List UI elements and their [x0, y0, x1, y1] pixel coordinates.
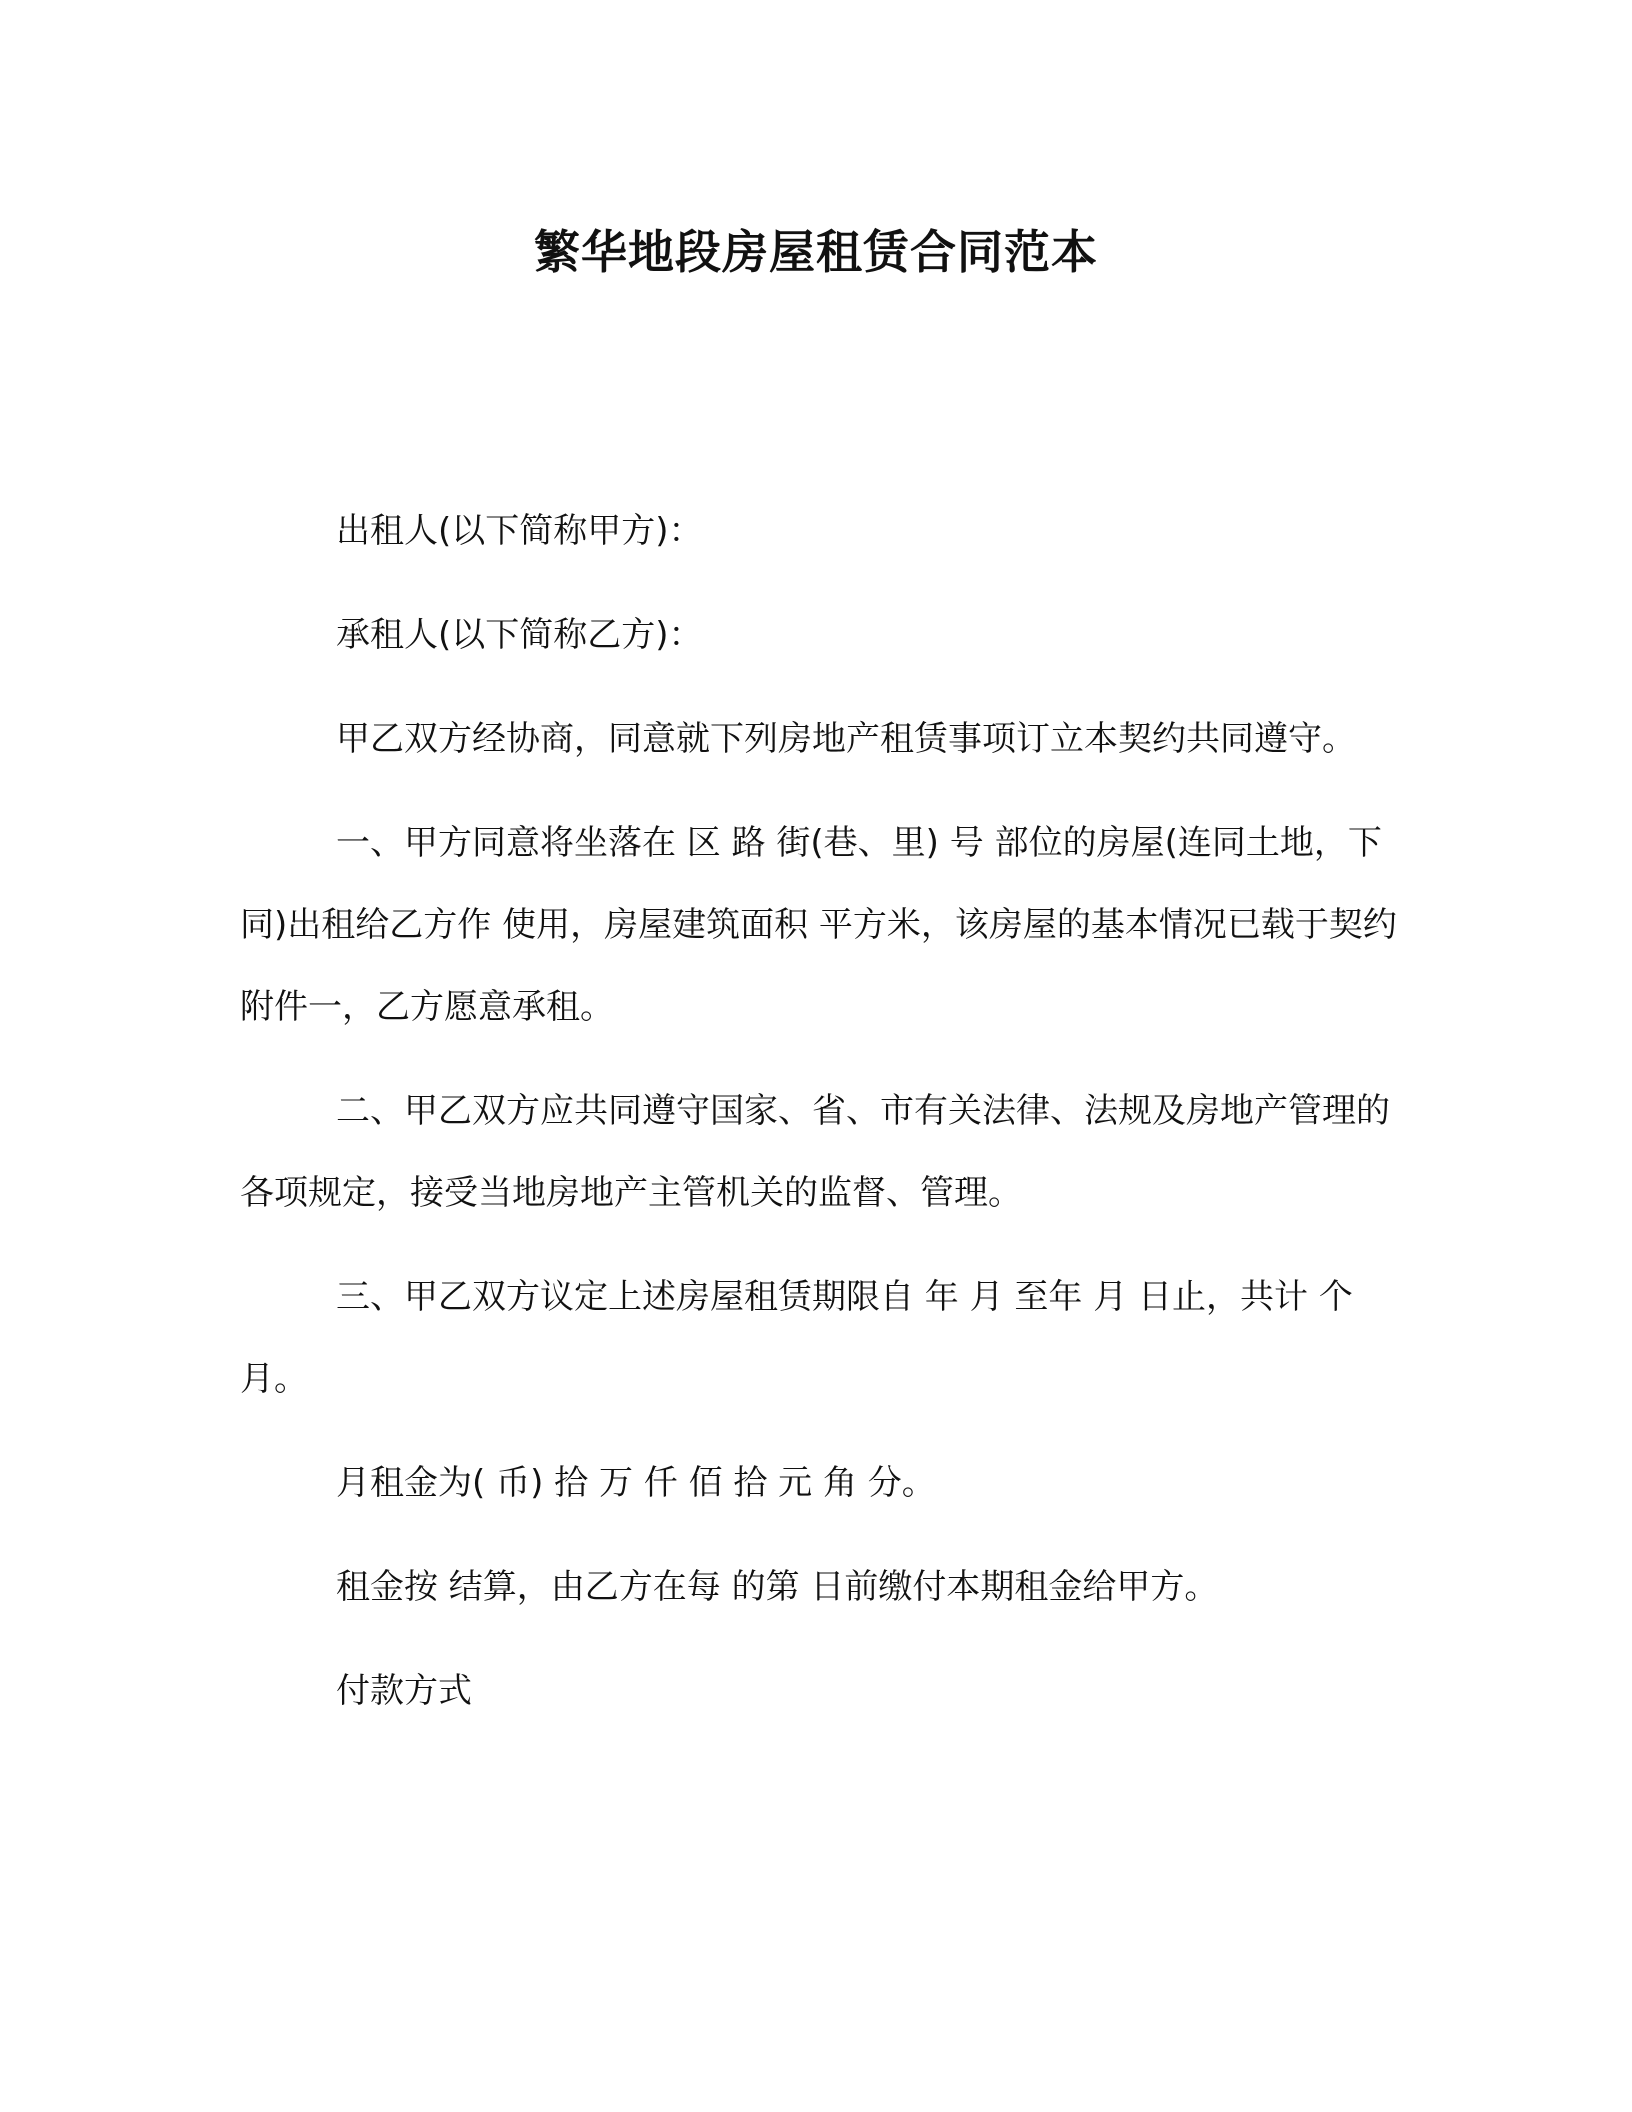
clause-2: 二、甲乙双方应共同遵守国家、省、市有关法律、法规及房地产管理的各项规定，接受当地房地产主管机关的监督、管理。 [240, 1091, 1390, 1213]
lessee-line: 承租人(以下简称乙方)： [336, 615, 703, 655]
lessor-line: 出租人(以下简称甲方)： [336, 511, 703, 551]
document-body [240, 490, 1410, 1754]
clause-1: 一、甲方同意将坐落在 区 路 街(巷、里) 号 部位的房屋(连同土地，下同)出租给乙方作 使用，房屋建筑面积 平方米，该房屋的基本情况已载于契约附件一，乙方愿意承租。 [240, 823, 1397, 1027]
monthly-rent-line: 月租金为( 币) 拾 万 仟 佰 拾 元 角 分。 [336, 1463, 936, 1503]
payment-method-line: 付款方式 [336, 1671, 472, 1711]
document-title: 繁华地段房屋租赁合同范本 [534, 225, 1098, 279]
agreement-intro: 甲乙双方经协商，同意就下列房地产租赁事项订立本契约共同遵守。 [336, 719, 1356, 759]
rent-settlement-line: 租金按 结算，由乙方在每 的第 日前缴付本期租金给甲方。 [336, 1567, 1219, 1607]
clause-3: 三、甲乙双方议定上述房屋租赁期限自 年 月 至年 月 日止，共计 个月。 [240, 1277, 1353, 1399]
